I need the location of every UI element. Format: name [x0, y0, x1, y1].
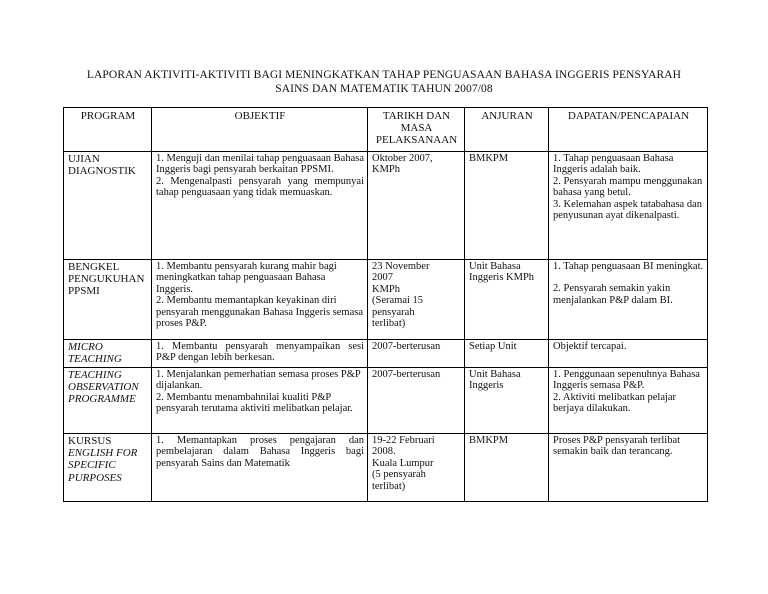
dapatan-cell — [549, 368, 708, 434]
tarikh-line: 19-22 Februari — [372, 435, 435, 446]
header-anjuran: ANJURAN — [465, 108, 549, 152]
program-cell — [64, 368, 152, 434]
objektif-item: 2. Membantu memantapkan keyakinan diri pensyarah menggunakan Bahasa Inggeris semasa proses P&P. — [156, 295, 364, 330]
header-objektif: OBJEKTIF — [152, 108, 368, 152]
dapatan-cell — [549, 260, 708, 340]
anjuran-line: Unit Bahasa — [469, 261, 521, 272]
header-program: PROGRAM — [64, 108, 152, 152]
table-row — [64, 434, 708, 502]
dapatan-item: 1. Tahap penguasaan BI meningkat. — [553, 261, 704, 272]
dapatan-cell — [549, 152, 708, 260]
dapatan-item: 1. Tahap penguasaan Bahasa Inggeris adalah baik. — [553, 153, 674, 176]
tarikh-cell — [368, 340, 465, 368]
objektif-item: 1. Membantu pensyarah kurang mahir bagi meningkatkan tahap penguasaan Bahasa Inggeris. — [156, 261, 337, 295]
program-line: TEACHING — [68, 353, 122, 366]
header-tarikh-line: MASA — [400, 122, 433, 134]
tarikh-line: KMPh — [372, 283, 401, 295]
anjuran-cell — [465, 152, 549, 260]
tarikh-line: KMPh — [372, 164, 401, 176]
dapatan-item: Proses P&P pensyarah terlibat semakin baik dan terancang. — [553, 435, 681, 458]
program-cell — [64, 260, 152, 340]
table-row — [64, 340, 708, 368]
objektif-cell — [152, 368, 368, 434]
anjuran-cell — [465, 434, 549, 502]
dapatan-cell — [549, 434, 708, 502]
objektif-item: 2. Mengenalpasti pensyarah yang mempunyai tahap penguasaan yang tidak memuaskan. — [156, 175, 364, 199]
header-tarikh-line: PELAKSANAAN — [375, 134, 458, 146]
tarikh-line: 23 November — [372, 261, 430, 272]
title-line-2: SAINS DAN MATEMATIK TAHUN 2007/08 — [275, 83, 493, 95]
table-row — [64, 260, 708, 340]
anjuran-cell — [465, 340, 549, 368]
dapatan-item: 1. Penggunaan sepenuhnya Bahasa Inggeris semasa P&P. — [553, 369, 700, 392]
objektif-item: 1. Membantu pensyarah menyampaikan sesi P&P dengan lebih berkesan. — [156, 341, 364, 364]
activity-report-table — [63, 107, 708, 502]
anjuran-line: BMKPM — [469, 435, 509, 446]
tarikh-line: 2007-berterusan — [372, 341, 441, 352]
program-cell — [64, 434, 152, 502]
table-row — [64, 368, 708, 434]
program-line: PPSMI — [68, 285, 100, 298]
anjuran-line: Unit Bahasa — [469, 369, 521, 380]
tarikh-cell — [368, 260, 465, 340]
objektif-item: 1. Memantapkan proses pengajaran dan pembelajaran dalam Bahasa Inggeris bagi pensyarah Sains dan Matematik — [156, 435, 364, 469]
tarikh-line: 2008. — [372, 446, 396, 458]
program-line: KURSUS — [68, 435, 112, 447]
objektif-cell — [152, 340, 368, 368]
header-tarikh-line: TARIKH DAN — [382, 110, 451, 122]
dapatan-item: 3. Kelemahan aspek tatabahasa dan penyusunan ayat dikenalpasti. — [553, 198, 702, 222]
anjuran-line: Inggeris KMPh — [469, 272, 535, 284]
anjuran-line: BMKPM — [469, 153, 509, 164]
objektif-item: 1. Menjalankan pemerhatian semasa proses P&P dijalankan. — [156, 369, 361, 392]
dapatan-cell — [549, 340, 708, 368]
objektif-cell — [152, 260, 368, 340]
anjuran-line: Setiap Unit — [469, 341, 517, 352]
title-line-1: LAPORAN AKTIVITI-AKTIVITI BAGI MENINGKATKAN TAHAP PENGUASAAN BAHASA INGGERIS PENSYARAH — [86, 69, 682, 81]
tarikh-line: Oktober 2007, — [372, 153, 433, 164]
program-line: MICRO — [68, 341, 103, 353]
anjuran-cell — [465, 260, 549, 340]
program-cell — [64, 152, 152, 260]
tarikh-line: (5 pensyarah — [372, 469, 426, 481]
program-line: PENGUKUHAN — [68, 273, 145, 286]
anjuran-cell — [465, 368, 549, 434]
program-line: UJIAN — [68, 153, 100, 165]
header-tarikh — [368, 108, 465, 152]
dapatan-item: 2. Pensyarah semakin yakin menjalankan P&P dalam BI. — [553, 283, 673, 306]
tarikh-cell — [368, 368, 465, 434]
dapatan-item: Objektif tercapai. — [553, 341, 627, 352]
program-line: TEACHING — [68, 369, 122, 381]
report-title — [60, 68, 708, 96]
table-header-row — [64, 108, 708, 152]
dapatan-item: 2. Pensyarah mampu menggunakan bahasa yang betul. — [553, 175, 703, 199]
program-line: PURPOSES — [68, 471, 122, 484]
table-row — [64, 152, 708, 260]
tarikh-cell — [368, 434, 465, 502]
anjuran-line: Inggeris — [469, 380, 504, 392]
program-line: DIAGNOSTIK — [68, 165, 136, 178]
program-line: BENGKEL — [68, 261, 120, 273]
dapatan-item: 2. Aktiviti melibatkan pelajar berjaya dilakukan. — [553, 391, 677, 415]
program-cell — [64, 340, 152, 368]
objektif-cell — [152, 152, 368, 260]
program-line: ENGLISH FOR — [68, 447, 138, 460]
objektif-item: 1. Menguji dan menilai tahap penguasaan Bahasa Inggeris bagi pensyarah berkaitan PPSMI. — [156, 153, 364, 176]
spacer — [553, 272, 704, 283]
header-dapatan: DAPATAN/PENCAPAIAN — [549, 108, 708, 152]
tarikh-line: terlibat) — [372, 318, 406, 330]
objektif-cell — [152, 434, 368, 502]
tarikh-cell — [368, 152, 465, 260]
tarikh-line: 2007 — [372, 272, 393, 284]
tarikh-line: pensyarah — [372, 306, 415, 318]
tarikh-line: (Seramai 15 — [372, 295, 424, 307]
tarikh-line: 2007-berterusan — [372, 369, 441, 380]
tarikh-line: Kuala Lumpur — [372, 457, 434, 469]
program-line: PROGRAMME — [68, 393, 136, 406]
objektif-item: 2. Membantu menambahnilai kualiti P&P pensyarah terutama aktiviti melibatkan pelajar. — [156, 391, 353, 415]
tarikh-line: terlibat) — [372, 480, 406, 492]
program-line: SPECIFIC — [68, 459, 116, 472]
program-line: OBSERVATION — [68, 381, 139, 394]
